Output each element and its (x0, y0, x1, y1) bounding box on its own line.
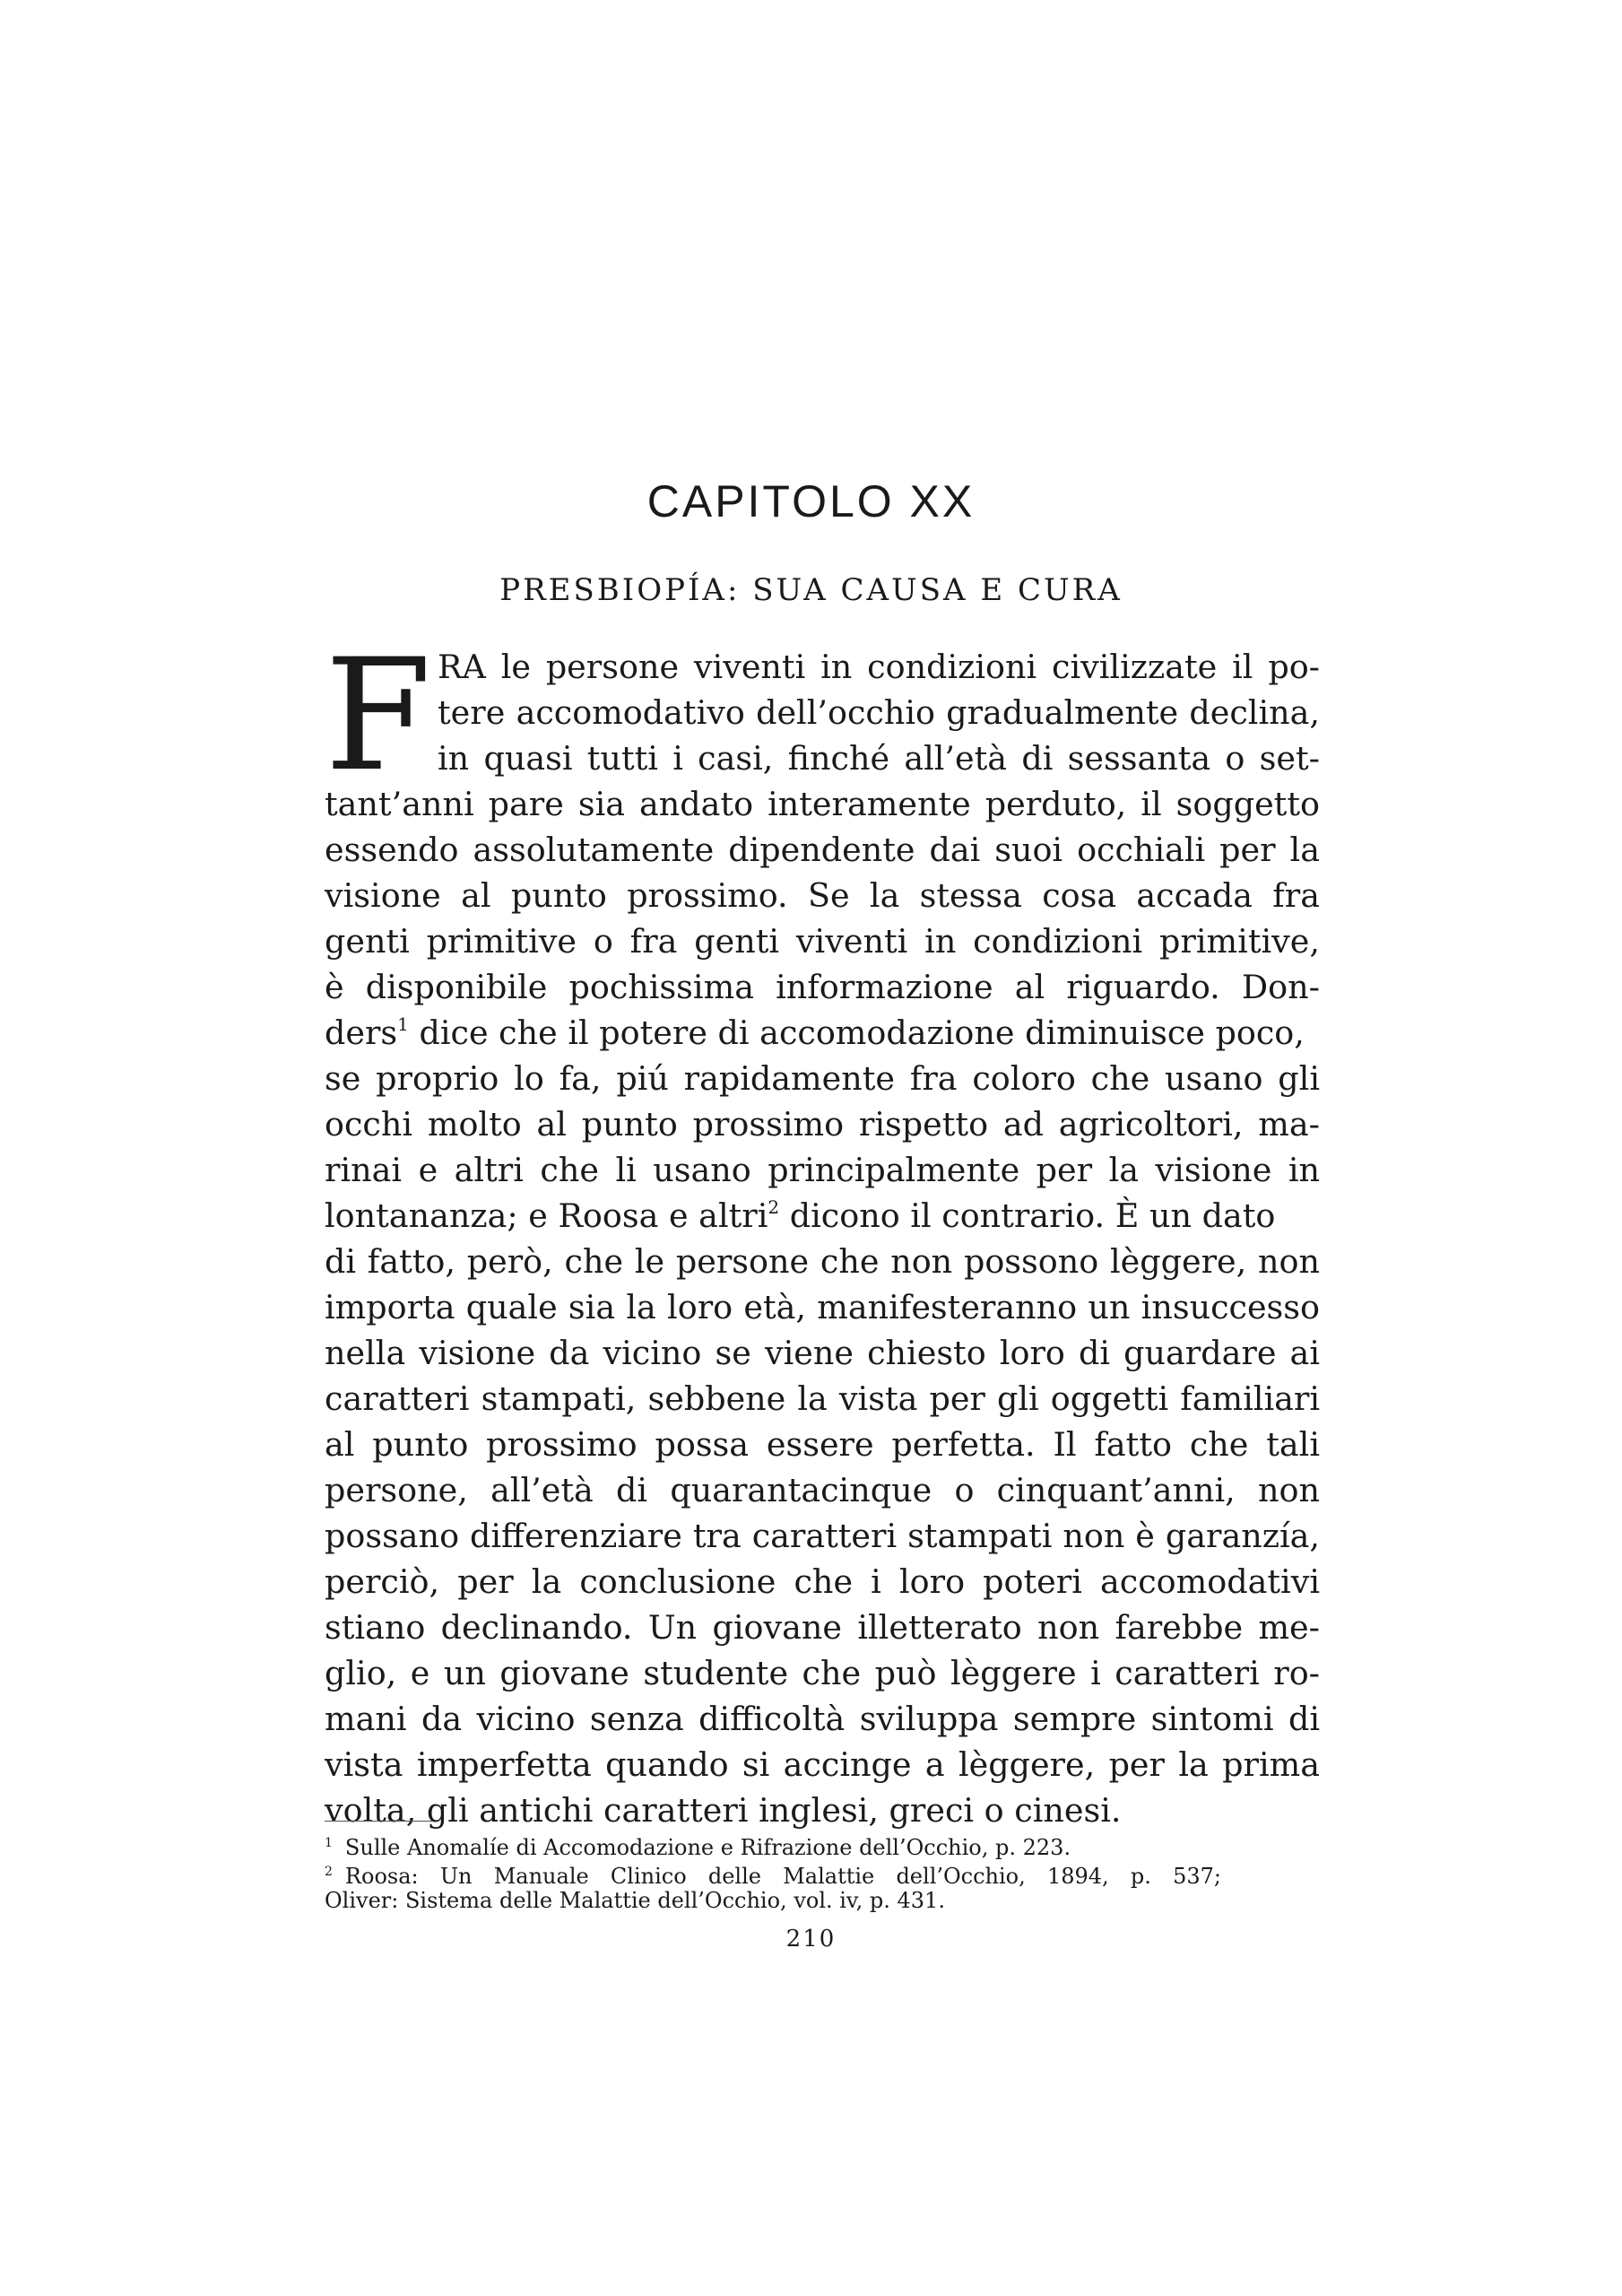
footnote-reference: 2 (768, 1196, 780, 1218)
chapter-subtitle: PRESBIOPÍA: SUA CAUSA E CURA (499, 572, 1123, 608)
footnote-divider (325, 1821, 432, 1822)
footnote-2-continued: Oliver: Sistema delle Malattie dell’Occhio, vol. iv, p. 431. (325, 1888, 945, 1913)
text-fragment: lontananza; e Roosa e altri (325, 1196, 768, 1235)
text-line: tere accomodativo dell’occhio gradualmente declina, (438, 693, 1320, 732)
text-line: caratteri stampati, sebbene la vista per gli oggetti familiari (325, 1379, 1320, 1418)
text-line (325, 1010, 1320, 1056)
text-line: al punto prossimo possa essere perfetta. Il fatto che tali (325, 1425, 1320, 1464)
text-line: visione al punto prossimo. Se la stessa cosa accada fra (325, 876, 1320, 915)
text-fragment: dicono il contrario. È un dato (779, 1196, 1276, 1235)
footnote-2 (325, 1860, 1221, 1889)
text-line: RA le persone viventi in condizioni civilizzate il po- (438, 648, 1320, 686)
text-line: occhi molto al punto prossimo rispetto ad agricoltori, ma- (325, 1105, 1320, 1144)
footnote-mark: 2 (325, 1865, 333, 1879)
text-line: rinai e altri che li usano principalmente per la visione in (325, 1151, 1320, 1189)
chapter-title: CAPITOLO XX (646, 476, 976, 526)
footnote-1 (325, 1831, 1221, 1860)
text-line: vista imperfetta quando si accinge a lèggere, per la prima (325, 1745, 1320, 1784)
footnote-text: Sulle Anomalíe di Accomodazione e Rifrazione dell’Occhio, p. 223. (344, 1835, 1071, 1860)
drop-cap: F (325, 625, 432, 805)
footnotes (325, 1831, 1221, 1913)
footnote-text: Roosa: Un Manuale Clinico delle Malattie dell’Occhio, 1894, p. 537; (344, 1864, 1221, 1889)
text-line: di fatto, però, che le persone che non possono lèggere, non (325, 1242, 1320, 1281)
text-line: stiano declinando. Un giovane illetterato non farebbe me- (325, 1608, 1320, 1647)
text-line: tant’anni pare sia andato interamente perduto, il soggetto (325, 785, 1320, 823)
text-line: essendo assolutamente dipendente dai suoi occhiali per la (325, 831, 1320, 869)
text-line: in quasi tutti i casi, finché all’età di sessanta o set- (438, 739, 1320, 778)
text-line: possano differenziare tra caratteri stampati non è garanzía, (325, 1517, 1320, 1555)
text-line: volta, gli antichi caratteri inglesi, greci o cinesi. (325, 1791, 1122, 1830)
text-line: persone, all’età di quarantacinque o cinquant’anni, non (325, 1471, 1320, 1509)
text-line: nella visione da vicino se viene chiesto loro di guardare ai (325, 1334, 1320, 1372)
text-fragment: ders (325, 1013, 398, 1052)
text-line: glio, e un giovane studente che può lèggere i caratteri ro- (325, 1654, 1320, 1692)
text-line: genti primitive o fra genti viventi in condizioni primitive, (325, 922, 1320, 961)
text-line: è disponibile pochissima informazione al riguardo. Don- (325, 968, 1320, 1006)
footnote-mark: 1 (325, 1836, 333, 1850)
text-line: se proprio lo fa, piú rapidamente fra coloro che usano gli (325, 1059, 1320, 1098)
body-paragraph (325, 625, 1320, 1833)
page-number: 210 (785, 1926, 837, 1952)
text-line: perciò, per la conclusione che i loro poteri accomodativi (325, 1562, 1320, 1601)
footnote-reference: 1 (397, 1013, 409, 1035)
text-line: importa quale sia la loro età, manifesteranno un insuccesso (325, 1288, 1320, 1326)
text-fragment: dice che il potere di accomodazione diminuisce poco, (408, 1013, 1305, 1052)
text-line: mani da vicino senza difficoltà sviluppa sempre sintomi di (325, 1700, 1320, 1738)
text-line (325, 1193, 1320, 1239)
